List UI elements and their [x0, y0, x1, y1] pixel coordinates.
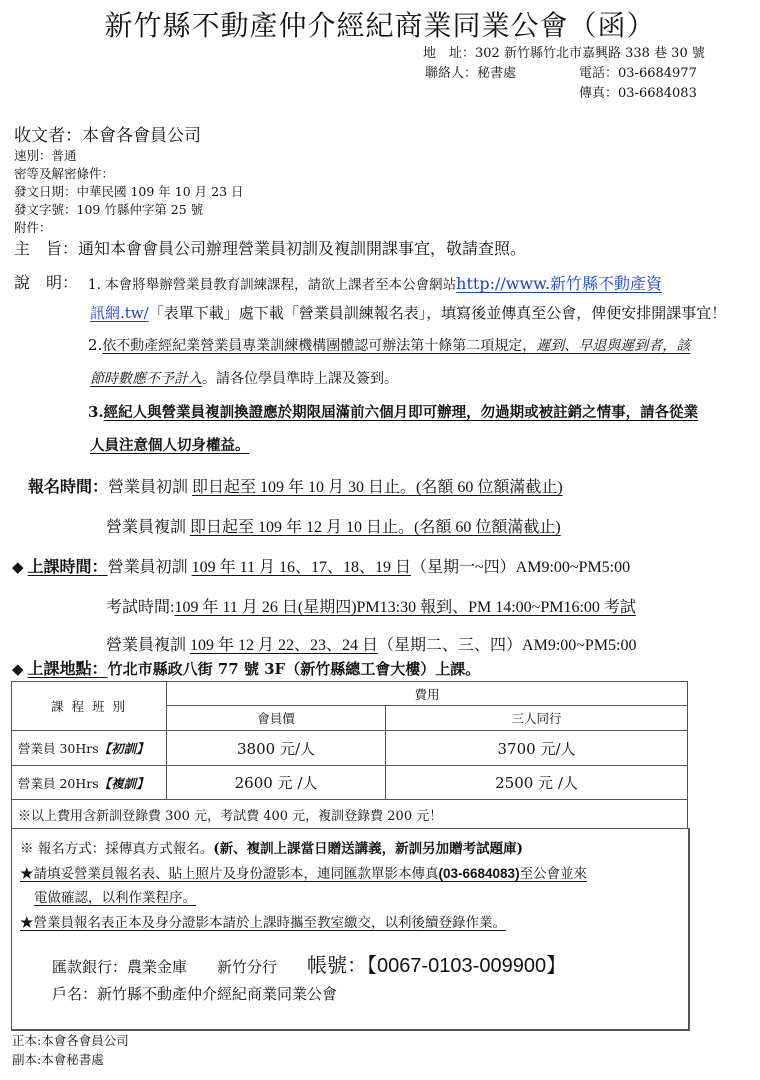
fax-line: [579, 84, 697, 104]
signup-method: [20, 837, 523, 857]
fax-value: 03-6684083: [618, 86, 697, 101]
doc-number-line: 發文字號：109 竹縣仲字第 25 號: [14, 202, 204, 217]
exam-time: [106, 594, 636, 617]
fee-note: ※以上費用含新訓登錄費 300 元，考試費 400 元，複訓登錄費 200 元！: [12, 800, 688, 829]
header-group-price: 三人同行: [386, 706, 688, 731]
date-line: 發文日期：中華民國 109 年 10 月 23 日: [14, 184, 244, 199]
description-item-3-cont: [90, 434, 250, 455]
fee-table: [11, 681, 688, 829]
item2-late-rule: 遲到、早退與遲到者，該: [536, 338, 691, 354]
association-website-link[interactable]: http://www.新竹縣不動產資: [456, 274, 663, 293]
header-member-price: 會員價: [167, 706, 386, 731]
class-time-refresher-label: 營業員複訓: [106, 637, 187, 654]
bank-line: [52, 949, 566, 978]
member-price-cell: 3800 元/人: [167, 731, 386, 766]
contact-label: 聯絡人：: [425, 66, 478, 81]
original-recipient: 正本:本會各會員公司: [12, 1033, 129, 1048]
member-price-cell: 2600 元 /人: [167, 766, 386, 800]
registration-initial: [28, 474, 563, 497]
header-fee: 費用: [167, 682, 688, 706]
diamond-bullet-icon: ◆: [12, 662, 24, 678]
item2-rule: 依不動產經紀業營業員專業訓練機構團體認可辦法第十條第二項規定，: [102, 338, 537, 354]
table-row: [12, 731, 688, 766]
fax-number: (03-6684083): [438, 866, 520, 881]
document-title: 新竹縣不動產仲介經紀商業同業公會（函）: [104, 9, 656, 42]
course-tag: 【複訓】: [98, 775, 149, 791]
instruction-1-text-end: 至公會並來: [519, 866, 588, 882]
subject-text: 通知本會會員公司辦理營業員初訓及複訓開課事宜，敬請查照。: [78, 239, 527, 258]
signup-method-note: (新、複訓上課當日贈送講義，新訓另加贈考試題庫): [213, 841, 524, 857]
contact-line: [425, 64, 516, 84]
address-label: 地 址：: [423, 46, 476, 61]
item3-text: 經紀人與營業員複訓換證應於期限屆滿前六個月即可辦理，勿過期或被註銷之情事，請各從業: [103, 404, 699, 421]
item3-number: 3.: [88, 403, 104, 421]
description-label: 說 明：: [14, 273, 79, 292]
class-time-initial-dates: 109 年 11 月 16、17、18、19 日: [191, 559, 411, 576]
description-item-3: [88, 401, 698, 422]
contact-value: 秘書處: [477, 66, 517, 81]
recipient-label: 收文者：: [14, 126, 82, 146]
item1-suffix: 「表單下載」處下載「營業員訓練報名表」，填寫後並傳真至公會，俾便安排開課事宜！: [148, 304, 727, 322]
description-item-2: [88, 335, 690, 355]
exam-time-value: 109 年 11 月 26 日(星期四)PM13:30 報到、PM 14:00~PM16:00 考試: [174, 599, 636, 616]
fax-label: 傳真：: [579, 86, 619, 101]
class-time-label: 上課時間：: [27, 559, 108, 576]
registration-refresher-label: 營業員複訓: [106, 519, 187, 536]
class-time-refresher-extra: （星期二、三、四）AM9:00~PM5:00: [378, 637, 637, 654]
course-cell: [12, 731, 167, 766]
association-website-link-cont[interactable]: 訊網.tw/: [90, 304, 149, 322]
course-name: 營業員 30Hrs: [18, 741, 99, 756]
location-label: 上課地點：: [27, 661, 108, 678]
recipient-value: 本會各會員公司: [82, 126, 201, 146]
subject-line: [14, 236, 526, 259]
class-time-refresher-dates: 109 年 12 月 22、23、24 日: [190, 637, 379, 654]
recipient-line: [14, 121, 201, 146]
bank-name: 匯款銀行：農業金庫: [52, 958, 188, 976]
signup-instruction-1: [20, 862, 587, 882]
registration-refresher-value: 即日起至 109 年 12 月 10 日止。(名額 60 位額滿截止): [190, 519, 561, 536]
description-item-1: [88, 271, 662, 294]
class-time-initial-extra: （星期一~四）AM9:00~PM5:00: [411, 559, 631, 576]
group-price-cell: 3700 元/人: [386, 731, 688, 766]
item2-number: 2.: [88, 336, 103, 354]
account-label: 帳號：: [307, 955, 368, 977]
payee-line: 戶名：新竹縣不動產仲介經紀商業同業公會: [52, 985, 338, 1003]
item2-hours-not-counted: 節時數應不予計入: [90, 371, 202, 387]
registration-initial-value: 即日起至 109 年 10 月 30 日止。(名額 60 位額滿截止): [192, 479, 563, 496]
item1-text: 1. 本會將舉辦營業員教育訓練課程，請欲上課者至本公會網站: [88, 277, 457, 293]
signup-method-text: ※ 報名方式：採傳真方式報名。: [20, 841, 214, 857]
address-line: [423, 44, 705, 64]
course-cell: [12, 766, 167, 800]
phone-label: 電話：: [579, 66, 619, 81]
registration-refresher: [106, 514, 561, 537]
registration-label: 報名時間：: [28, 479, 109, 496]
phone-line: [579, 64, 697, 84]
course-name: 營業員 20Hrs: [18, 775, 99, 791]
location-line: [12, 656, 480, 679]
phone-value: 03-6684977: [618, 66, 697, 81]
diamond-bullet-icon: ◆: [12, 560, 24, 576]
header-course: 課 程 班 別: [12, 682, 167, 731]
attachment-line: 附件：: [14, 220, 52, 235]
subject-label: 主 旨：: [14, 239, 79, 258]
item2-suffix: 。請各位學員準時上課及簽到。: [202, 371, 398, 387]
account-number: 【0067-0103-009900】: [367, 955, 567, 977]
instruction-1-text: ★請填妥營業員報名表、貼上照片及身份證影本，連同匯款單影本傳真: [20, 866, 439, 882]
item3-text-cont: 人員注意個人切身權益。: [90, 437, 250, 454]
signup-info-box: [11, 828, 690, 1031]
copy-recipient: 副本:本會秘書處: [12, 1052, 104, 1067]
signup-instruction-1-cont: 電做確認，以利作業程序。: [34, 890, 196, 906]
description-item-1-cont: [90, 302, 726, 323]
exam-time-label: 考試時間:: [106, 599, 175, 616]
class-time-initial: [12, 554, 630, 577]
secrecy-line: 密等及解密條件：: [14, 166, 115, 181]
speed-line: 速別：普通: [14, 148, 77, 163]
signup-instruction-2: ★營業員報名表正本及身分證影本請於上課時攜至教室繳交，以利後續登錄作業。: [20, 915, 506, 931]
description-item-2-cont: [90, 368, 398, 388]
table-row: [12, 766, 688, 800]
class-time-initial-label: 營業員初訓: [107, 559, 188, 576]
bank-branch: 新竹分行: [217, 958, 278, 976]
location-value: 竹北市縣政八街 77 號 3F（新竹縣總工會大樓）上課。: [107, 660, 481, 678]
class-time-refresher: [106, 632, 637, 655]
group-price-cell: 2500 元 /人: [386, 766, 688, 800]
address-value: 302 新竹縣竹北市嘉興路 338 巷 30 號: [475, 46, 705, 61]
registration-initial-label: 營業員初訓: [108, 479, 189, 496]
course-tag: 【初訓】: [98, 741, 149, 756]
